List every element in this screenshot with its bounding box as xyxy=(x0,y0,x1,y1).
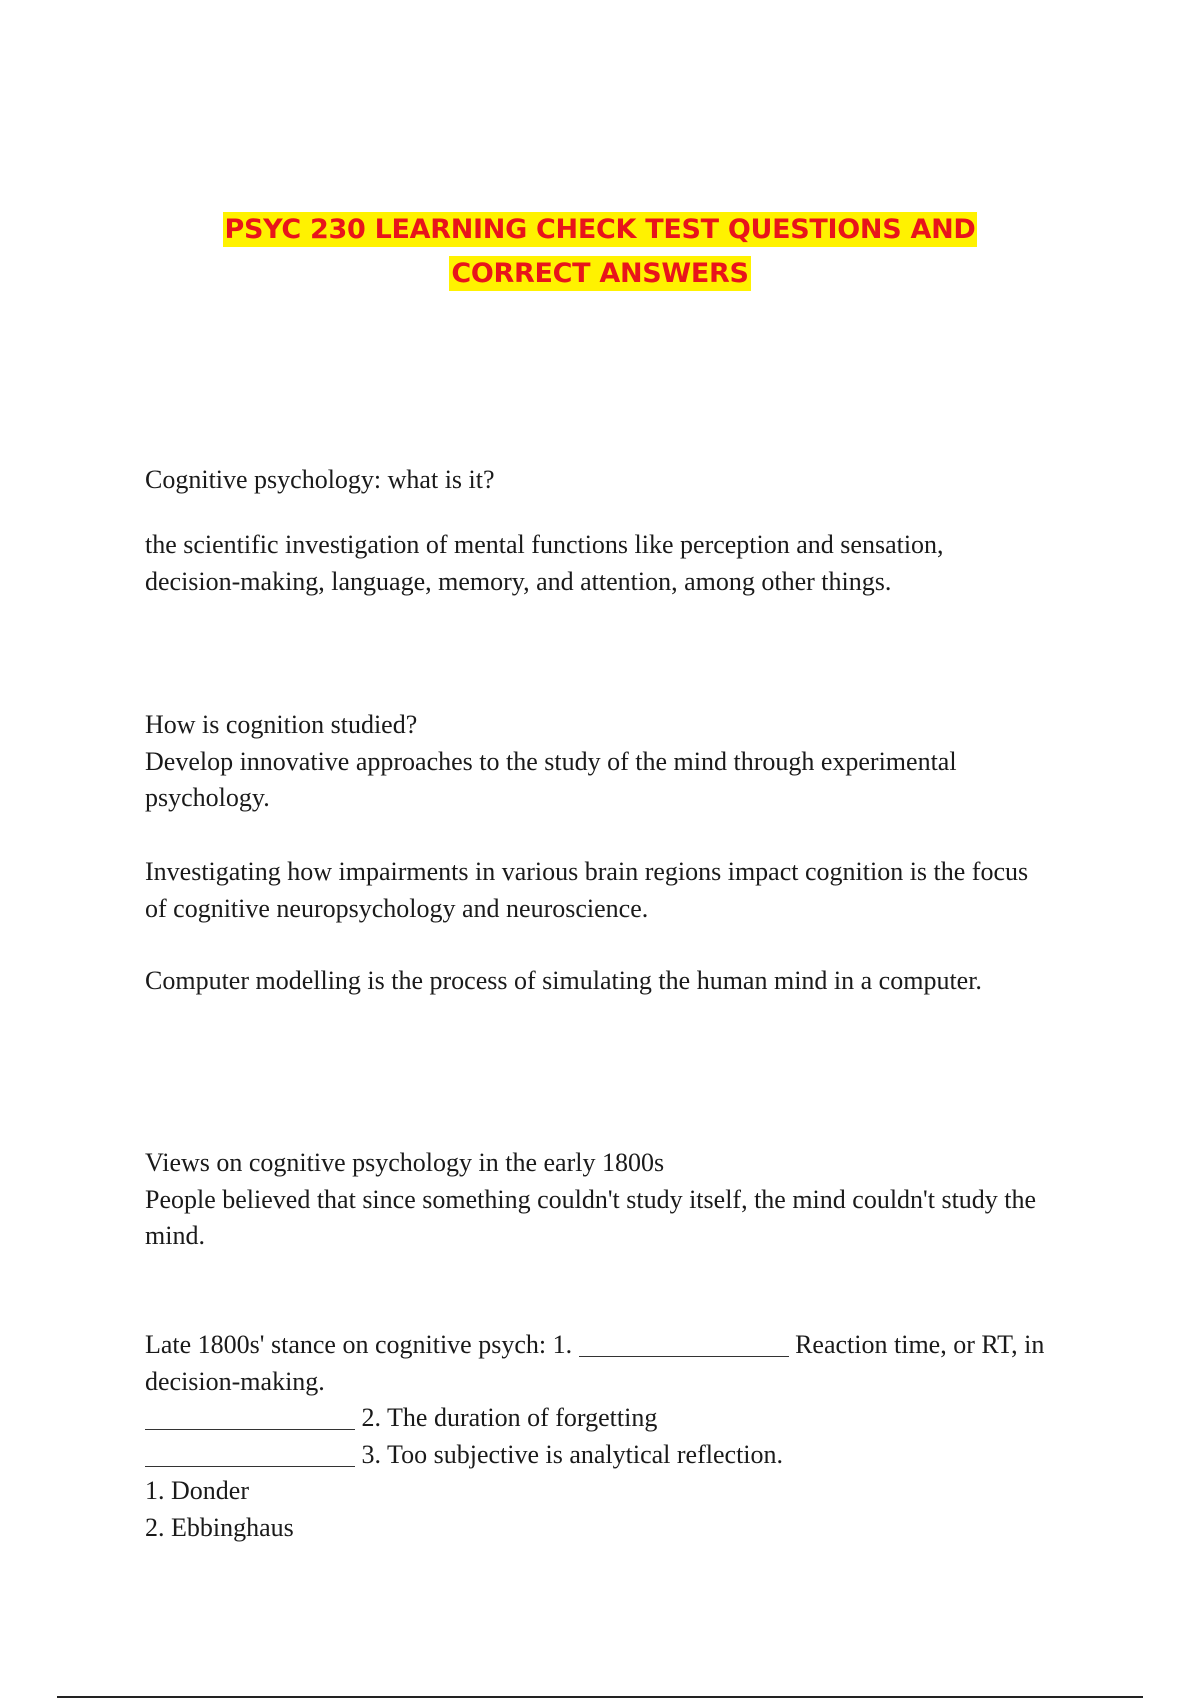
question-item xyxy=(145,1437,1045,1474)
question-text: Views on cognitive psychology in the early 1800s xyxy=(145,1148,665,1177)
question-item xyxy=(145,1400,1045,1437)
answer-block-2b xyxy=(145,854,1045,927)
answer-text: Computer modelling is the process of simulating the human mind in a computer. xyxy=(145,966,982,995)
question-text: How is cognition studied? xyxy=(145,710,418,739)
title-line-1: PSYC 230 LEARNING CHECK TEST QUESTIONS AND xyxy=(224,214,976,245)
qa-block-1 xyxy=(145,462,1045,499)
question-prefix: Late 1800s' stance on cognitive psych: 1. xyxy=(145,1330,573,1359)
answer-block-1 xyxy=(145,527,1045,600)
fill-blank xyxy=(145,1440,355,1467)
answer-text: the scientific investigation of mental functions like perception and sensation, decision-making, language, memory, and attention, among other things. xyxy=(145,530,944,596)
question-item-text: 2. The duration of forgetting xyxy=(361,1403,658,1432)
page-title xyxy=(0,208,1200,296)
bottom-rule xyxy=(57,1696,1143,1698)
qa-block-3 xyxy=(145,1145,1045,1255)
question-suffix: Reaction time, or RT, in decision-making. xyxy=(145,1330,1045,1396)
title-line-2: CORRECT ANSWERS xyxy=(451,258,749,289)
answer-text: People believed that since something couldn't study itself, the mind couldn't study the mind. xyxy=(145,1184,1037,1250)
question-text: Cognitive psychology: what is it? xyxy=(145,465,495,494)
fill-blank xyxy=(145,1403,355,1430)
qa-block-2 xyxy=(145,707,1045,817)
answer-item: 2. Ebbinghaus xyxy=(145,1512,294,1542)
answer-block-2c xyxy=(145,963,1045,1000)
answer-text: Develop innovative approaches to the study of the mind through experimental psychology. xyxy=(145,746,957,812)
qa-block-4 xyxy=(145,1327,1045,1546)
question-item-text: 3. Too subjective is analytical reflection. xyxy=(361,1439,784,1469)
answer-item: 1. Donder xyxy=(145,1476,249,1505)
answer-text: Investigating how impairments in various brain regions impact cognition is the focus of cognitive neuropsychology and neuroscience. xyxy=(145,857,1029,923)
fill-blank xyxy=(579,1330,789,1357)
question-text xyxy=(145,1327,1045,1400)
